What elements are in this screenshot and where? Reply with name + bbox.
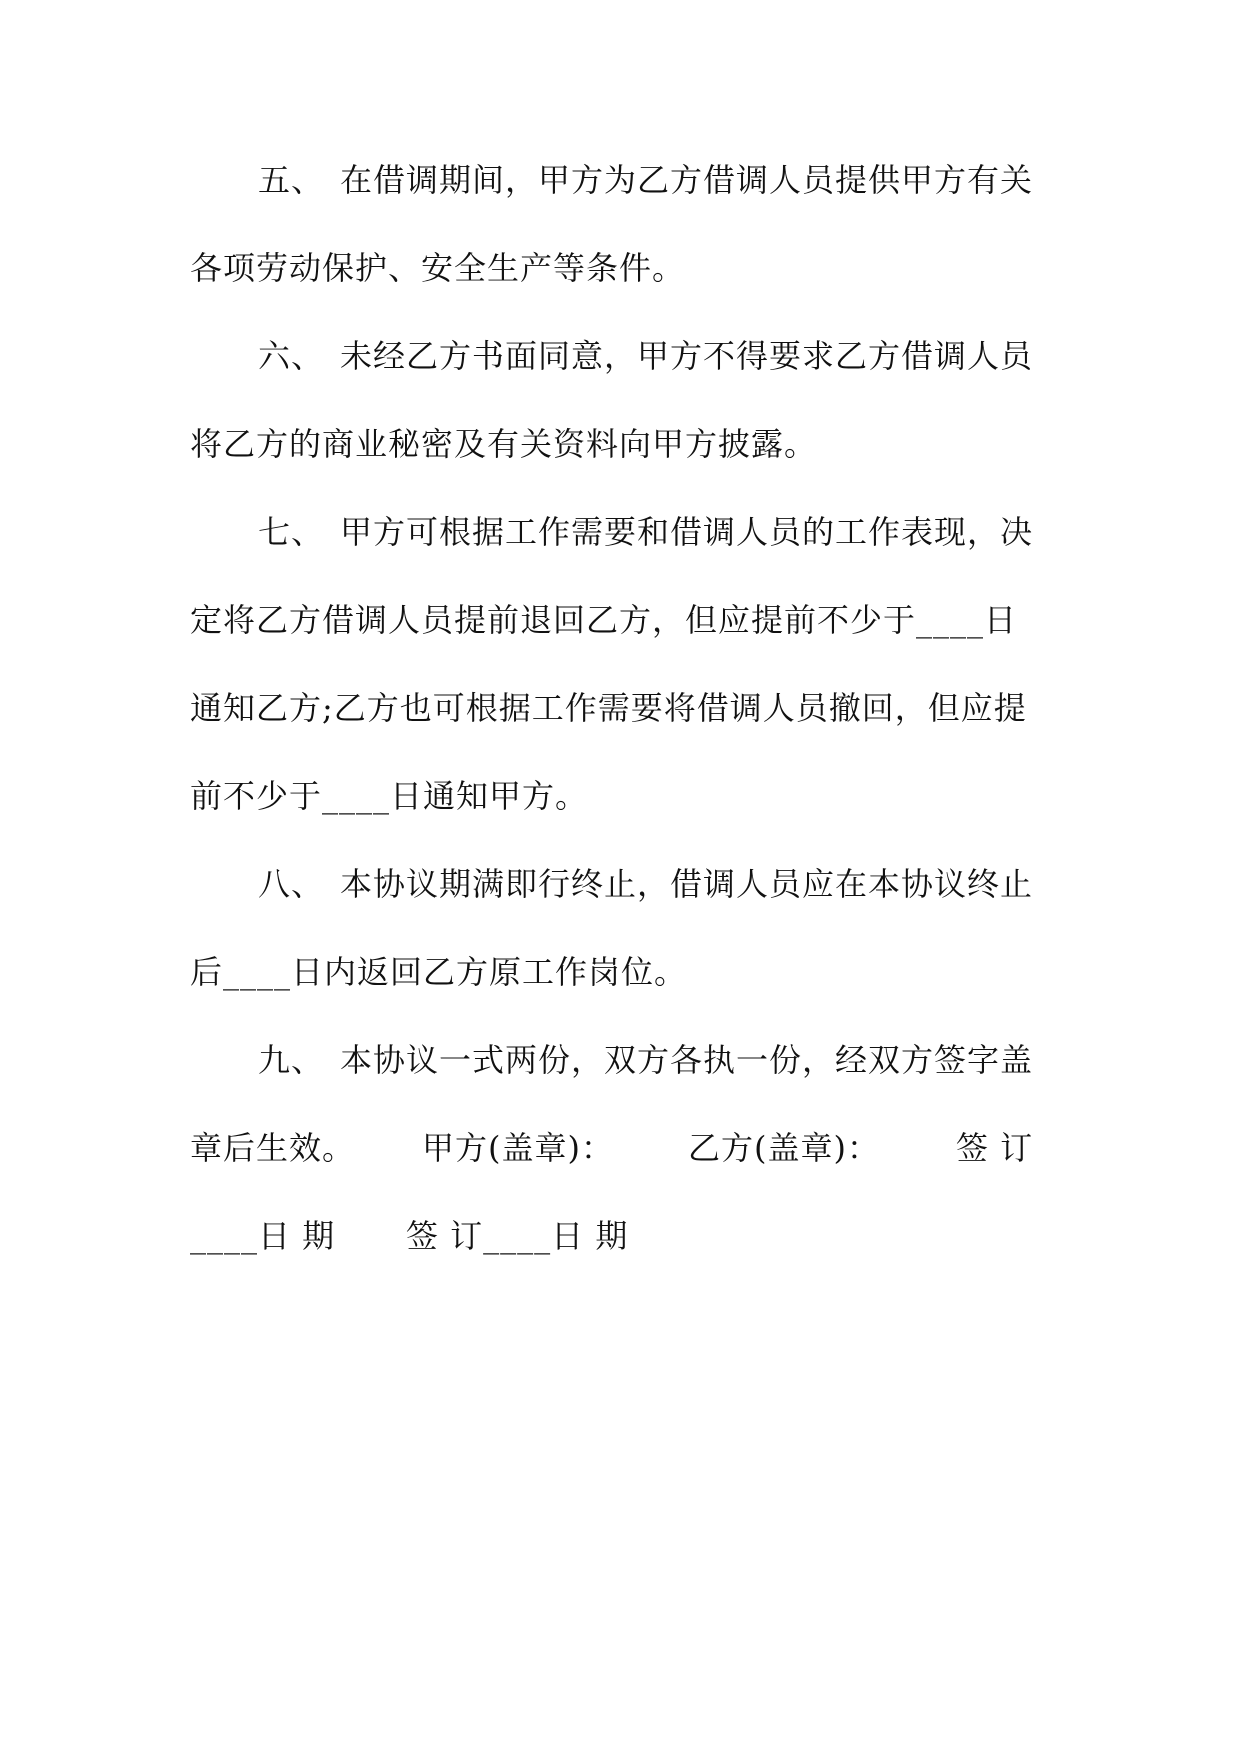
clause-6-line-2: 将乙方的商业秘密及有关资料向甲方披露。	[190, 425, 818, 463]
clause-8-number: 八、	[258, 865, 325, 903]
clause-6-number: 六、	[258, 337, 325, 375]
clause-7-line-3: 通知乙方;乙方也可根据工作需要将借调人员撤回，但应提	[190, 689, 1027, 727]
party-a-seal-label: 甲方(盖章)：	[422, 1129, 614, 1167]
sign-label-start: 签 订	[956, 1129, 1034, 1167]
party-b-sign-date: 签 订____日 期	[406, 1217, 629, 1255]
clause-7-line-1	[258, 507, 1052, 557]
clause-9-line-3	[190, 1211, 1052, 1261]
clause-5-line-2: 各项劳动保护、安全生产等条件。	[190, 249, 686, 287]
effective-text: 章后生效。	[190, 1129, 356, 1167]
clause-6-text-1: 未经乙方书面同意，甲方不得要求乙方借调人员	[340, 337, 1034, 375]
clause-5-number: 五、	[258, 161, 325, 199]
clause-5-line-1	[258, 155, 1052, 205]
clause-7-text-1: 甲方可根据工作需要和借调人员的工作表现，决	[340, 513, 1034, 551]
clause-8-line-1	[258, 859, 1052, 909]
clause-9-line-2	[190, 1123, 1052, 1173]
clause-6-line-1	[258, 331, 1052, 381]
party-a-sign-date: ____日 期	[190, 1217, 336, 1255]
clause-7-line-4: 前不少于____日通知甲方。	[190, 777, 589, 815]
clause-9-line-1	[258, 1035, 1052, 1085]
clause-9-text-1: 本协议一式两份，双方各执一份，经双方签字盖	[340, 1041, 1034, 1079]
clause-8-line-2: 后____日内返回乙方原工作岗位。	[190, 953, 688, 991]
clause-9-number: 九、	[258, 1041, 325, 1079]
clause-5-text-1: 在借调期间，甲方为乙方借调人员提供甲方有关	[340, 161, 1034, 199]
clause-7-line-2: 定将乙方借调人员提前退回乙方，但应提前不少于____日	[190, 601, 1018, 639]
clause-7-number: 七、	[258, 513, 325, 551]
party-b-seal-label: 乙方(盖章)：	[688, 1129, 880, 1167]
clause-8-text-1: 本协议期满即行终止，借调人员应在本协议终止	[340, 865, 1034, 903]
